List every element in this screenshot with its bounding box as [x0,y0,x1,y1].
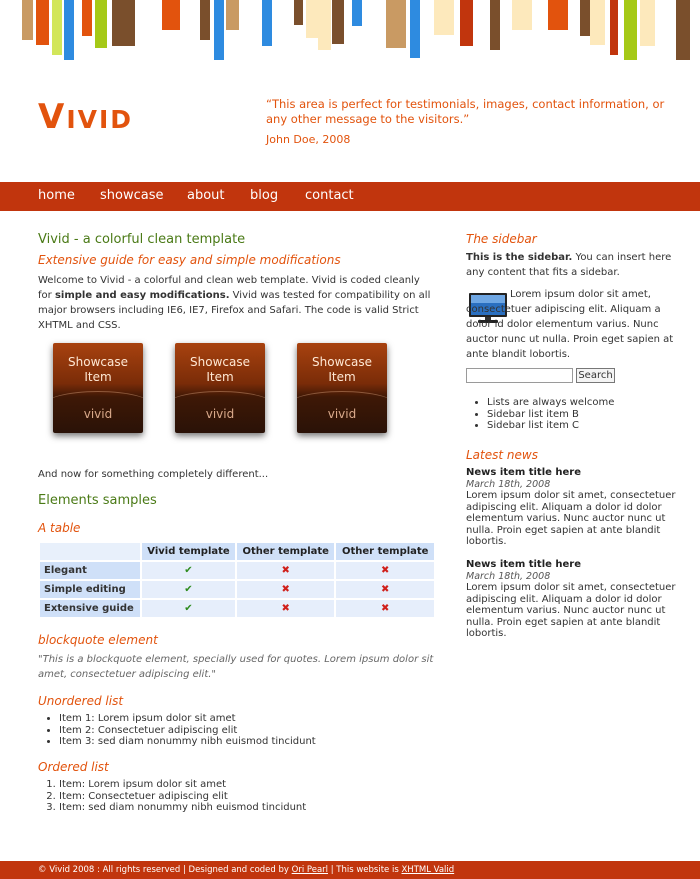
table-header: Other template [336,543,434,560]
sidebar-title: The sidebar [466,232,537,246]
list-item: • Lists are always welcome [487,397,614,409]
news-title: Latest news [466,448,538,462]
different-text: And now for something completely different... [38,469,269,480]
list-item: • Item 1: Lorem ipsum dolor sit amet [59,713,316,725]
list-item: • Item 3: sed diam nonummy nibh euismod tincidunt [59,736,316,748]
cross-icon: ✖ [336,562,434,579]
cross-icon: ✖ [336,600,434,617]
list-item: • Item 2: Consectetuer adipiscing elit [59,725,316,737]
sidebar-intro: This is the sidebar. You can insert here any content that fits a sidebar. [466,252,672,278]
table-header: Other template [237,543,335,560]
news-item [466,467,686,548]
check-icon: ✔ [142,581,235,598]
ordered-list-title: Ordered list [38,760,109,774]
list-item: • Sidebar list item B [487,409,614,421]
table-header-row [40,543,434,560]
news-item [466,559,686,640]
news-item-title[interactable]: News item title here [466,467,582,478]
showcase-item[interactable]: Showcase Item vivid [297,343,387,433]
sidebar-list [487,397,614,432]
table-header: Vivid template [142,543,235,560]
header-testimonial: “This area is perfect for testimonials, images, contact information, or any other message to the visitors.” [266,97,665,126]
table-title: A table [38,521,81,535]
cross-icon: ✖ [336,581,434,598]
elements-title: Elements samples [38,493,157,508]
news-item-body: Lorem ipsum dolor sit amet, consectetuer adipiscing elit. Aliquam a dolor id dolor elementum varius. Nunc auctor nunc ut nulla. Proin eget sapien at ante blandit lobortis. [466,490,676,547]
news-item-body: Lorem ipsum dolor sit amet, consectetuer adipiscing elit. Aliquam a dolor id dolor elementum varius. Nunc auctor nunc ut nulla. Proin eget sapien at ante blandit lobortis. [466,582,676,639]
check-icon: ✔ [142,562,235,579]
news-item-date: March 18th, 2008 [466,571,551,582]
sidebar-text: Lorem ipsum dolor sit amet, consectetuer adipiscing elit. Aliquam a dolor id dolor elementum varius. Nunc auctor nunc ut nulla. Proin eget sapien at ante blandit lobortis. [466,289,674,360]
blockquote: "This is a blockquote element, specially used for quotes. Lorem ipsum dolor sit amet, consectetuer adipiscing elit." [38,654,434,680]
search-button[interactable]: Search [576,368,615,383]
showcase-item[interactable]: Showcase Item vivid [175,343,265,433]
list-item: 1. Item: Lorem ipsum dolor sit amet [59,779,306,791]
page-subtitle: Extensive guide for easy and simple modifications [38,253,341,267]
table-row: Elegant ✔ ✖ ✖ [40,562,434,579]
table-row: Extensive guide ✔ ✖ ✖ [40,600,434,617]
header-stripes [0,0,700,66]
cross-icon: ✖ [237,562,335,579]
cross-icon: ✖ [237,600,335,617]
list-item: • Sidebar list item C [487,420,614,432]
ordered-list [59,779,306,814]
author-link[interactable]: Ori Pearl [291,865,329,875]
nav-contact[interactable]: contact [305,188,354,203]
showcase-item[interactable]: Showcase Item vivid [53,343,143,433]
nav-showcase[interactable]: showcase [100,188,164,203]
intro-paragraph: Welcome to Vivid - a colorful and clean web template. Vivid is coded cleanly for simple and easy modifications. Vivid was tested for compatibility on all major browsers including IE6, IE7, Firefox and Safari. The code is valid Strict XHTML and CSS. [38,275,431,331]
news-item-date: March 18th, 2008 [466,479,551,490]
main-nav [0,182,700,211]
page-title: Vivid - a colorful clean template [38,232,246,247]
list-item: 3. Item: sed diam nonummy nibh euismod tincidunt [59,802,306,814]
unordered-list-title: Unordered list [38,694,124,708]
comparison-table [38,541,436,619]
blockquote-title: blockquote element [38,633,158,647]
check-icon: ✔ [142,600,235,617]
table-row: Simple editing ✔ ✖ ✖ [40,581,434,598]
search-input[interactable] [466,368,573,383]
unordered-list [59,713,316,748]
site-logo[interactable]: VIVID [38,97,134,137]
nav-about[interactable]: about [187,188,225,203]
list-item: 2. Item: Consectetuer adipiscing elit [59,791,306,803]
nav-blog[interactable]: blog [250,188,279,203]
nav-home[interactable]: home [38,188,75,203]
xhtml-valid-link[interactable]: XHTML Valid [401,865,455,875]
testimonial-author: John Doe, 2008 [266,133,351,146]
footer: © Vivid 2008 : All rights reserved | Designed and coded by Ori Pearl | This website is XHTML Valid [0,861,700,879]
cross-icon: ✖ [237,581,335,598]
news-item-title[interactable]: News item title here [466,559,582,570]
